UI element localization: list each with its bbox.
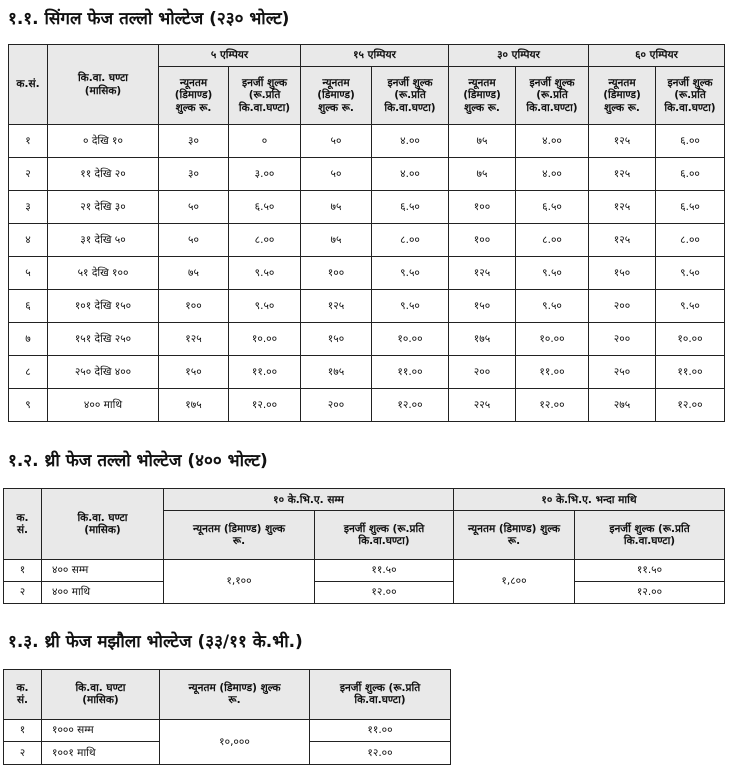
min-charge-cell: २०० <box>589 290 656 323</box>
table-row <box>4 581 725 603</box>
kwh-header: कि.वा. घण्टा (मासिक) <box>42 489 164 560</box>
min-charge-cell: १२५ <box>589 158 656 191</box>
group-header-30a: ३० एम्पियर <box>449 45 589 67</box>
energy-charge-cell: १२.०० <box>229 389 301 422</box>
min-charge-cell: ७५ <box>449 158 516 191</box>
sn-cell: ३ <box>9 191 48 224</box>
table-row <box>9 257 725 290</box>
energy-charge-cell: ० <box>229 125 301 158</box>
min-charge-cell: १२५ <box>449 257 516 290</box>
sn-header: क.सं. <box>9 45 48 125</box>
kwh-cell: १००० सम्म <box>42 719 160 742</box>
min-charge-cell: १,८०० <box>454 559 575 603</box>
table-row <box>9 389 725 422</box>
energy-charge-cell: ४.०० <box>372 125 449 158</box>
min-charge-cell: २०० <box>301 389 372 422</box>
table-row <box>9 290 725 323</box>
table-row <box>4 559 725 581</box>
table-row <box>9 125 725 158</box>
energy-charge-header: इनर्जी शुल्क (रू.प्रति कि.वा.घण्टा) <box>372 67 449 125</box>
kwh-cell: ४०० माथि <box>48 389 159 422</box>
energy-charge-cell: ६.५० <box>229 191 301 224</box>
min-charge-cell: १५० <box>589 257 656 290</box>
kwh-cell: ३१ देखि ५० <box>48 224 159 257</box>
kwh-cell: २५० देखि ४०० <box>48 356 159 389</box>
kwh-cell: १००१ माथि <box>42 742 160 765</box>
energy-charge-cell: ८.०० <box>656 224 725 257</box>
min-charge-cell: १०० <box>301 257 372 290</box>
energy-charge-cell: ११.०० <box>372 356 449 389</box>
table-row <box>4 719 451 742</box>
min-charge-header: न्यूनतम (डिमाण्ड) शुल्क रू. <box>164 511 315 559</box>
energy-charge-header: इनर्जी शुल्क (रू.प्रति कि.वा.घण्टा) <box>229 67 301 125</box>
energy-charge-cell: १२.०० <box>310 742 451 765</box>
section-1-1-title: १.१. सिंगल फेज तल्लो भोल्टेज (२३० भोल्ट) <box>8 9 290 29</box>
min-charge-cell: १७५ <box>301 356 372 389</box>
energy-charge-header: इनर्जी शुल्क (रू.प्रति कि.वा.घण्टा) <box>575 511 725 559</box>
min-charge-cell: ५० <box>159 191 229 224</box>
sn-cell: १ <box>9 125 48 158</box>
energy-charge-cell: १२.०० <box>575 581 725 603</box>
single-phase-tariff-table <box>8 44 725 422</box>
energy-charge-header: इनर्जी शुल्क (रू.प्रति कि.वा.घण्टा) <box>516 67 589 125</box>
min-charge-cell: ५० <box>301 158 372 191</box>
table-row <box>9 356 725 389</box>
min-charge-cell: १२५ <box>159 323 229 356</box>
min-charge-cell: २२५ <box>449 389 516 422</box>
energy-charge-cell: ११.५० <box>315 559 454 581</box>
kwh-cell: ४०० सम्म <box>42 559 164 581</box>
energy-charge-cell: ६.०० <box>656 158 725 191</box>
energy-charge-cell: ८.०० <box>229 224 301 257</box>
kwh-cell: ४०० माथि <box>42 581 164 603</box>
min-charge-cell: १,१०० <box>164 559 315 603</box>
energy-charge-cell: ११.५० <box>575 559 725 581</box>
energy-charge-cell: १०.०० <box>372 323 449 356</box>
energy-charge-cell: १०.०० <box>656 323 725 356</box>
min-charge-cell: २७५ <box>589 389 656 422</box>
energy-charge-cell: ११.०० <box>310 719 451 742</box>
energy-charge-cell: १२.०० <box>516 389 589 422</box>
sn-cell: ६ <box>9 290 48 323</box>
sn-cell: १ <box>4 719 42 742</box>
kwh-cell: ५१ देखि १०० <box>48 257 159 290</box>
table-row <box>9 158 725 191</box>
min-charge-header: न्यूनतम (डिमाण्ड) शुल्क रू. <box>454 511 575 559</box>
sn-cell: २ <box>4 742 42 765</box>
min-charge-header: न्यूनतम (डिमाण्ड) शुल्क रू. <box>449 67 516 125</box>
energy-charge-cell: ४.०० <box>516 158 589 191</box>
kwh-cell: १०१ देखि १५० <box>48 290 159 323</box>
sn-header: क. सं. <box>4 489 42 560</box>
energy-charge-cell: ६.५० <box>656 191 725 224</box>
energy-charge-cell: ९.५० <box>372 257 449 290</box>
energy-charge-cell: ८.०० <box>516 224 589 257</box>
sn-cell: २ <box>9 158 48 191</box>
min-charge-header: न्यूनतम (डिमाण्ड) शुल्क रू. <box>589 67 656 125</box>
energy-charge-cell: ४.०० <box>372 158 449 191</box>
energy-charge-cell: ४.०० <box>516 125 589 158</box>
energy-charge-cell: १२.०० <box>372 389 449 422</box>
table-row <box>9 323 725 356</box>
three-phase-medium-voltage-table <box>3 669 451 765</box>
min-charge-cell: १२५ <box>301 290 372 323</box>
min-charge-cell: १२५ <box>589 224 656 257</box>
group-header-15a: १५ एम्पियर <box>301 45 449 67</box>
energy-charge-cell: ९.५० <box>229 290 301 323</box>
sn-cell: ९ <box>9 389 48 422</box>
energy-charge-header: इनर्जी शुल्क (रू.प्रति कि.वा.घण्टा) <box>310 670 451 720</box>
min-charge-cell: १२५ <box>589 125 656 158</box>
kwh-cell: २१ देखि ३० <box>48 191 159 224</box>
group-header-60a: ६० एम्पियर <box>589 45 725 67</box>
energy-charge-cell: ९.५० <box>516 290 589 323</box>
energy-charge-cell: १२.०० <box>656 389 725 422</box>
energy-charge-cell: ६.५० <box>372 191 449 224</box>
section-1-3-title: १.३. थ्री फेज मझौला भोल्टेज (३३/११ के.भी.) <box>8 632 303 652</box>
min-charge-cell: १०० <box>449 191 516 224</box>
energy-charge-cell: ९.५० <box>229 257 301 290</box>
min-charge-cell: ५० <box>159 224 229 257</box>
kwh-header: कि.वा. घण्टा (मासिक) <box>48 45 159 125</box>
min-charge-cell: ३० <box>159 125 229 158</box>
min-charge-header: न्यूनतम (डिमाण्ड) शुल्क रू. <box>160 670 310 720</box>
kwh-cell: ११ देखि २० <box>48 158 159 191</box>
kwh-cell: १५१ देखि २५० <box>48 323 159 356</box>
energy-charge-cell: ६.५० <box>516 191 589 224</box>
min-charge-cell: १५० <box>449 290 516 323</box>
sn-cell: ४ <box>9 224 48 257</box>
kwh-header: कि.वा. घण्टा (मासिक) <box>42 670 160 720</box>
group-header-upto-10kva: १० के.भि.ए. सम्म <box>164 489 454 511</box>
min-charge-header: न्यूनतम (डिमाण्ड) शुल्क रू. <box>301 67 372 125</box>
group-header-above-10kva: १० के.भि.ए. भन्दा माथि <box>454 489 725 511</box>
energy-charge-cell: ११.०० <box>229 356 301 389</box>
sn-cell: २ <box>4 581 42 603</box>
min-charge-cell: ७५ <box>159 257 229 290</box>
kwh-cell: ० देखि १० <box>48 125 159 158</box>
min-charge-cell: २०० <box>589 323 656 356</box>
sn-cell: ७ <box>9 323 48 356</box>
energy-charge-header: इनर्जी शुल्क (रू.प्रति कि.वा.घण्टा) <box>656 67 725 125</box>
energy-charge-cell: ११.०० <box>656 356 725 389</box>
table-row <box>9 224 725 257</box>
min-charge-cell: १०० <box>159 290 229 323</box>
min-charge-cell: ७५ <box>449 125 516 158</box>
three-phase-low-voltage-table <box>3 488 725 604</box>
section-1-2-title: १.२. थ्री फेज तल्लो भोल्टेज (४०० भोल्ट) <box>8 451 268 471</box>
min-charge-cell: ५० <box>301 125 372 158</box>
energy-charge-cell: ९.५० <box>656 290 725 323</box>
min-charge-cell: १७५ <box>449 323 516 356</box>
min-charge-cell: १०० <box>449 224 516 257</box>
min-charge-cell: ७५ <box>301 224 372 257</box>
sn-header: क. सं. <box>4 670 42 720</box>
min-charge-cell: २०० <box>449 356 516 389</box>
min-charge-cell: १५० <box>301 323 372 356</box>
sn-cell: ५ <box>9 257 48 290</box>
group-header-5a: ५ एम्पियर <box>159 45 301 67</box>
min-charge-cell: ७५ <box>301 191 372 224</box>
energy-charge-cell: ६.०० <box>656 125 725 158</box>
sn-cell: १ <box>4 559 42 581</box>
min-charge-cell: ३० <box>159 158 229 191</box>
table-row <box>9 191 725 224</box>
min-charge-cell: २५० <box>589 356 656 389</box>
energy-charge-cell: ११.०० <box>516 356 589 389</box>
energy-charge-cell: ९.५० <box>372 290 449 323</box>
energy-charge-cell: ८.०० <box>372 224 449 257</box>
sn-cell: ८ <box>9 356 48 389</box>
energy-charge-cell: ९.५० <box>516 257 589 290</box>
energy-charge-cell: १०.०० <box>229 323 301 356</box>
min-charge-cell: १७५ <box>159 389 229 422</box>
energy-charge-cell: ३.०० <box>229 158 301 191</box>
min-charge-cell: १५० <box>159 356 229 389</box>
energy-charge-cell: ९.५० <box>656 257 725 290</box>
min-charge-cell: १०,००० <box>160 719 310 764</box>
energy-charge-header: इनर्जी शुल्क (रू.प्रति कि.वा.घण्टा) <box>315 511 454 559</box>
min-charge-cell: १२५ <box>589 191 656 224</box>
energy-charge-cell: १२.०० <box>315 581 454 603</box>
energy-charge-cell: १०.०० <box>516 323 589 356</box>
min-charge-header: न्यूनतम (डिमाण्ड) शुल्क रू. <box>159 67 229 125</box>
